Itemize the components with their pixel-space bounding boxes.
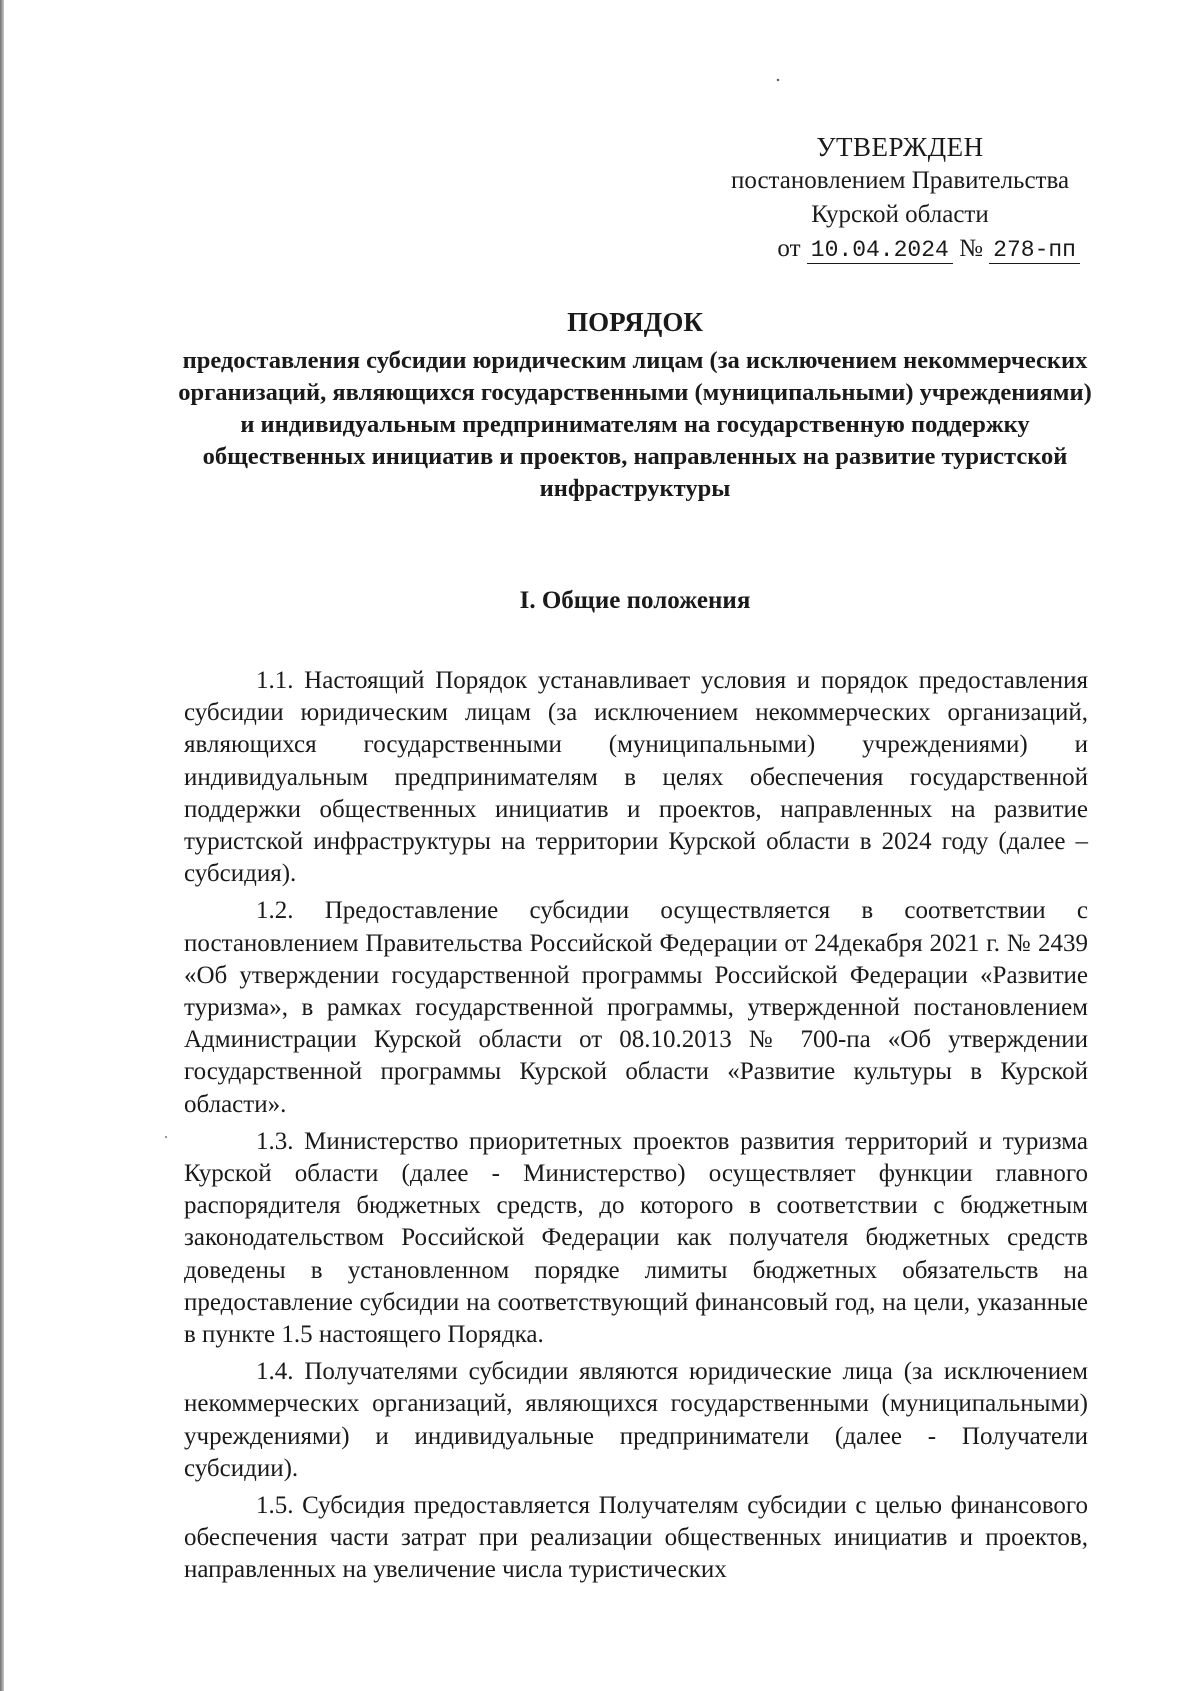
- approval-line-2: Курской области: [811, 201, 989, 228]
- approval-line-1: постановлением Правительства: [730, 167, 1070, 194]
- approval-stamp: [700, 130, 1100, 267]
- document-subtitle: предоставления субсидии юридическим лицам (за исключением некоммерческих организаций, являющихся государственными (муниципальными) учреждениями) и индивидуальным предпринимателям на государственную поддержку общественных инициатив и проектов, направленных на развитие туристской инфраструктуры: [178, 347, 1092, 502]
- date-prefix: от: [777, 235, 801, 262]
- approval-date: 10.04.2024: [807, 237, 953, 264]
- paragraph-1-1: 1.1. Настоящий Порядок устанавливает условия и порядок предоставления субсидии юридическим лицам (за исключением некоммерческих организаций, являющихся государственными (муниципальными) учреждениями) и индивидуальным предпринимателям в целях обеспечения государственной поддержки общественных инициатив и проектов, направленных на развитие туристской инфраструктуры на территории Курской области в 2024 году (далее – субсидия).: [184, 667, 1088, 888]
- paragraph-1-2: 1.2. Предоставление субсидии осуществляется в соответствии с постановлением Правительства Российской Федерации от 24декабря 2021 г. № 2439 «Об утверждении государственной программы Российской Федерации «Развитие туризма», в рамках государственной программы, утвержденной постановлением Администрации Курской области от 08.10.2013 № 700-па «Об утверждении государственной программы Курской области «Развитие культуры в Курской области».: [184, 897, 1088, 1118]
- document-body: [184, 665, 1088, 1592]
- document-title: ПОРЯДОК: [567, 307, 703, 337]
- section-heading: I. Общие положения: [519, 587, 751, 614]
- speck: [165, 1136, 167, 1138]
- approval-date-number: [700, 232, 1100, 267]
- paragraph-1-3: 1.3. Министерство приоритетных проектов развития территорий и туризма Курской области (далее - Министерство) осуществляет функции главного распорядителя бюджетных средств, до которого в соответствии с бюджетным законодательством Российской Федерации как получателя бюджетных средств доведены в установленном порядке лимиты бюджетных обязательств на предоставление субсидии на соответствующий финансовый год, на цели, указанные в пункте 1.5 настоящего Порядка.: [184, 1127, 1088, 1349]
- number-prefix: №: [959, 235, 983, 262]
- paragraph-1-5: 1.5. Субсидия предоставляется Получателям субсидии с целью финансового обеспечения части затрат при реализации общественных инициатив и проектов, направленных на увеличение числа туристических: [184, 1492, 1088, 1584]
- document-title-block: [170, 305, 1100, 505]
- paragraph-1-4: 1.4. Получателями субсидии являются юридические лица (за исключением некоммерческих организаций, являющихся государственными (муниципальными) учреждениями) и индивидуальные предприниматели (далее - Получатели субсидии).: [184, 1358, 1088, 1482]
- speck: [777, 79, 779, 81]
- approval-number: 278-пп: [989, 237, 1080, 264]
- approval-heading: УТВЕРЖДЕН: [816, 132, 984, 162]
